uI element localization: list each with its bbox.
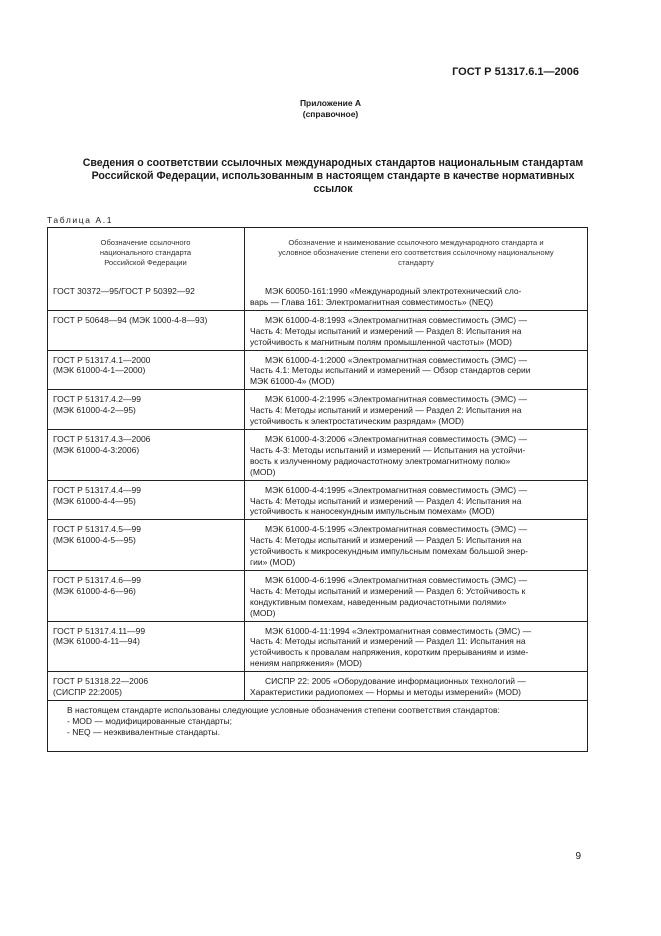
international-standard-line: устойчивость к провалам напряжения, коротким прерываниям и изме- [250,647,529,658]
international-standard-line: Часть 4.1: Методы испытаний и измерений — Обзор стандартов серии [250,365,531,376]
appendix-heading [0,98,661,120]
national-standard-line: ГОСТ Р 51317.4.11—99 [53,625,146,636]
international-standard-cell [245,622,587,672]
national-standard-line: (МЭК 61000-4-5—95) [53,535,136,546]
col1-header-line: национального стандарта [99,248,192,257]
national-standard-line: (МЭК 61000-4-3:2006) [53,444,140,455]
national-standard-cell [48,430,245,480]
title-line: Российской Федерации, использованным в настоящем стандарте в качестве нормативных [91,170,575,182]
standards-table [47,227,588,752]
note-line: В настоящем стандарте использованы следующие условные обозначения степени соответствия стандартов: [67,705,500,715]
national-standard-line: ГОСТ Р 51317.4.1—2000 [53,354,151,365]
national-standard-line: (СИСПР 22:2005) [53,687,122,698]
title-line: ссылок [313,183,353,195]
table-header-row [48,228,587,282]
national-standard-line: ГОСТ Р 50648—94 (МЭК 1000-4-8—93) [53,314,208,325]
national-standard-line: (МЭК 61000-4-2—95) [53,405,136,416]
col1-header-line: Обозначение ссылочного [100,238,191,247]
national-standard-line: ГОСТ Р 51317.4.6—99 [53,574,141,585]
national-standard-cell [48,571,245,621]
international-standard-cell [245,311,587,350]
table-row [48,519,587,570]
national-standard-line: ГОСТ Р 51317.4.3—2006 [53,433,151,444]
col1-header [48,228,245,282]
page-title [55,157,611,196]
international-standard-line: МЭК 61000-4-5:1995 «Электромагнитная совместимость (ЭМС) — [265,524,527,535]
national-standard-line: ГОСТ Р 51317.4.4—99 [53,484,141,495]
international-standard-line: Часть 4: Методы испытаний и измерений — Раздел 6: Устойчивость к [250,585,526,596]
international-standard-line: МЭК 60050-161:1990 «Международный электротехнический сло- [265,286,522,296]
national-standard-line: ГОСТ Р 51317.4.2—99 [53,394,141,405]
title-line: Сведения о соответствии ссылочных международных стандартов национальным стандартам [82,157,584,169]
table-row [48,310,587,350]
national-standard-line: (МЭК 61000-4-1—2000) [53,365,146,376]
table-row [48,671,587,700]
national-standard-line: ГОСТ 30372—95/ГОСТ Р 50392—92 [53,286,195,296]
note-line: - MOD — модифицированные стандарты; [67,715,232,726]
international-standard-line: МЭК 61000-4-3:2006 «Электромагнитная совместимость (ЭМС) — [265,433,527,444]
international-standard-line: Характеристики радиопомех — Нормы и методы измерений» (MOD) [250,687,521,698]
international-standard-cell [245,351,587,390]
note-line: - NEQ — неэквивалентные стандарты. [67,726,220,737]
international-standard-line: МЭК 61000-4-4:1995 «Электромагнитная совместимость (ЭМС) — [265,484,527,495]
table-row [48,429,587,480]
international-standard-cell [245,571,587,621]
table-row [48,480,587,520]
international-standard-line: варь — Глава 161: Электромагнитная совместимость» (NEQ) [250,296,494,307]
international-standard-cell [245,520,587,570]
international-standard-line: кондуктивным помехам, наведенным радиочастотными полями» [250,596,507,607]
national-standard-cell [48,282,245,310]
international-standard-cell [245,672,587,700]
table-row [48,570,587,621]
international-standard-cell [245,390,587,429]
appendix-subtitle: (справочное) [302,109,359,119]
appendix-title: Приложение А [299,98,362,108]
international-standard-cell [245,282,587,310]
international-standard-line: МЭК 61000-4-1:2000 «Электромагнитная совместимость (ЭМС) — [265,354,527,365]
international-standard-line: Часть 4: Методы испытаний и измерений — Раздел 5: Испытания на [250,535,522,546]
international-standard-line: МЭК 61000-4-11:1994 «Электромагнитная совместимость (ЭМС) — [265,625,532,636]
table-row [48,282,587,310]
international-standard-line: устойчивость к микросекундным импульсным помехам большой энер- [250,546,528,557]
col2-header-line: условное обозначение степени его соответствия ссылочному национальному [278,248,554,257]
international-standard-line: Часть 4: Методы испытаний и измерений — Раздел 8: Испытания на [250,325,522,336]
international-standard-line: СИСПР 22: 2005 «Оборудование информационных технологий — [265,676,526,687]
national-standard-cell [48,622,245,672]
page-number: 9 [575,851,581,862]
national-standard-line: ГОСТ Р 51318.22—2006 [53,676,149,687]
international-standard-cell [245,481,587,520]
table-row [48,621,587,672]
national-standard-cell [48,311,245,350]
col2-header [245,228,587,282]
international-standard-line: устойчивость к наносекундным импульсным помехам» (MOD) [250,506,495,517]
national-standard-cell [48,351,245,390]
international-standard-line: МЭК 61000-4-6:1996 «Электромагнитная совместимость (ЭМС) — [265,574,527,585]
international-standard-line: Часть 4-3: Методы испытаний и измерений — Испытания на устойчи- [250,444,526,455]
international-standard-line: гии» (MOD) [250,557,296,568]
document-code: ГОСТ Р 51317.6.1—2006 [452,66,579,78]
col2-header-line: Обозначение и наименование ссылочного международного стандарта и [288,238,544,247]
col2-header-line: стандарту [398,258,434,267]
col1-header-line: Российской Федерации [104,258,187,267]
international-standard-cell [245,430,587,480]
international-standard-line: устойчивость к магнитным полям промышленной частоты» (MOD) [250,336,513,347]
national-standard-line: ГОСТ Р 51317.4.5—99 [53,524,141,535]
international-standard-line: Часть 4: Методы испытаний и измерений — Раздел 2: Испытания на [250,405,522,416]
international-standard-line: Часть 4: Методы испытаний и измерений — Раздел 4: Испытания на [250,495,522,506]
table-note [48,700,587,751]
international-standard-line: (MOD) [250,607,276,618]
international-standard-line: МЭК 61000-4-8:1993 «Электромагнитная совместимость (ЭМС) — [265,314,527,325]
table-row [48,389,587,429]
national-standard-line: (МЭК 61000-4-11—94) [53,636,140,647]
international-standard-line: устойчивость к электростатическим разрядам» (MOD) [250,416,464,427]
international-standard-line: (MOD) [250,466,276,477]
table-row [48,350,587,390]
national-standard-line: (МЭК 61000-4-4—95) [53,495,136,506]
table-label: Таблица А.1 [47,215,114,225]
international-standard-line: МЭК 61000-4-2:1995 «Электромагнитная совместимость (ЭМС) — [265,394,527,405]
national-standard-cell [48,672,245,700]
international-standard-line: нениям напряжения» (MOD) [250,658,362,669]
national-standard-line: (МЭК 61000-4-6—96) [53,585,136,596]
national-standard-cell [48,390,245,429]
national-standard-cell [48,481,245,520]
international-standard-line: Часть 4: Методы испытаний и измерений — Раздел 11: Испытания на [250,636,526,647]
international-standard-line: МЭК 61000-4» (MOD) [250,376,335,387]
international-standard-line: вость к излученному радиочастотному электромагнитному полю» [250,455,511,466]
national-standard-cell [48,520,245,570]
